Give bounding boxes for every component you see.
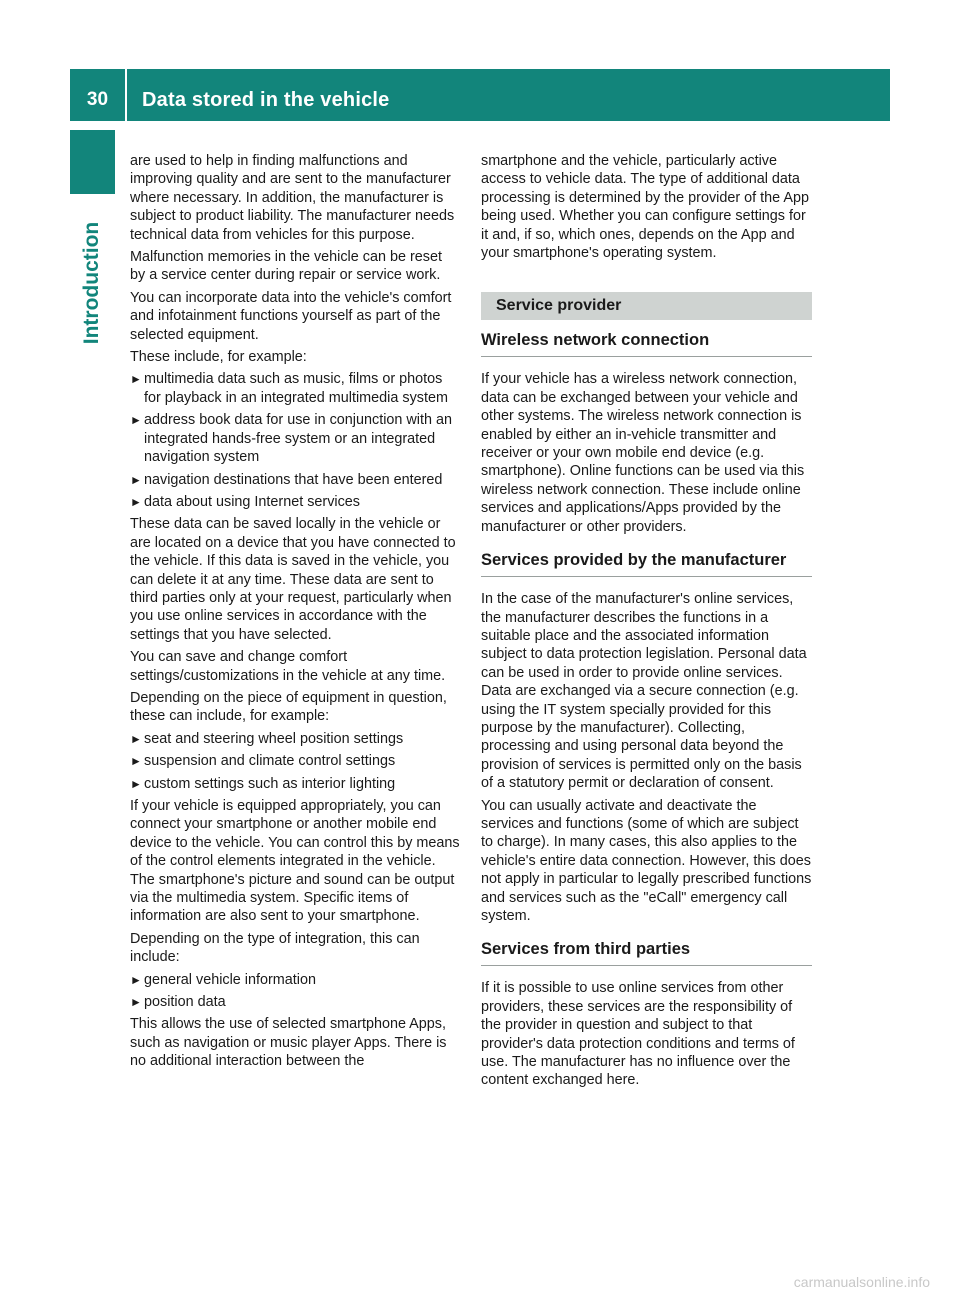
- bullet-list: [130, 370, 460, 511]
- bullet-list: [130, 730, 460, 793]
- subheading-third-party-services: Services from third parties: [481, 939, 812, 966]
- bullet-icon: ►: [130, 754, 142, 769]
- side-tab-label: Introduction: [80, 221, 104, 344]
- list-item: ► position data: [130, 994, 226, 1011]
- subheading-manufacturer-services: Services provided by the manufacturer: [481, 550, 812, 577]
- side-tab: [70, 205, 115, 360]
- watermark: carmanualsonline.info: [793, 1274, 930, 1290]
- right-column: [481, 152, 812, 1094]
- paragraph: In the case of the manufacturer's online services, the manufacturer describes the functions in a suitable place and the associated information subject to data protection legislation. Personal data can be used in order to provide online services. Data are exchanged via a secure connection (e.g. using the IT system specially provided for this purpose by the manufacturer). Collecting, processing and using personal data beyond the provision of services is permitted only on the basis of a statutory permit or declaration of consent.: [481, 591, 807, 792]
- page-header: [70, 69, 890, 121]
- list-item: ► suspension and climate control settings: [130, 753, 396, 770]
- bullet-icon: ►: [130, 731, 142, 746]
- list-item: ► general vehicle information: [130, 971, 316, 988]
- list-item: ► navigation destinations that have been entered: [130, 471, 443, 488]
- paragraph: You can save and change comfort settings/customizations in the vehicle at any time.: [130, 649, 446, 684]
- paragraph: You can incorporate data into the vehicle's comfort and infotainment functions yourself as part of the selected equipment.: [130, 289, 452, 343]
- bullet-icon: ►: [130, 494, 142, 509]
- bullet-list: [130, 971, 460, 1012]
- bullet-icon: ►: [130, 972, 142, 987]
- page-title: Data stored in the vehicle: [142, 89, 390, 111]
- paragraph: These include, for example:: [130, 349, 307, 366]
- bullet-icon: ►: [130, 776, 142, 791]
- page-number: 30: [86, 89, 109, 110]
- bullet-icon: ►: [130, 472, 142, 487]
- paragraph: If it is possible to use online services from other providers, these services are the responsibility of the provider in question and subject to that provider's data protection conditions and terms of use. The manufacturer has no influence over the content exchanged here.: [481, 980, 795, 1089]
- paragraph: If your vehicle is equipped appropriately, you can connect your smartphone or another mobile end device to the vehicle. You can control this by means of the control elements integrated in the vehicle. The smartphone's picture and sound can be output via the multimedia system. Specific items of information are also sent to your smartphone.: [130, 798, 460, 925]
- left-column: [130, 152, 460, 1075]
- section-heading-service-provider: Service provider: [481, 292, 812, 320]
- header-divider: [125, 69, 127, 121]
- paragraph: Depending on the piece of equipment in question, these can include, for example:: [130, 689, 447, 725]
- paragraph: You can usually activate and deactivate the services and functions (some of which are subject to charge). In many cases, this also applies to the vehicle's entire data connection. However, this does not apply in particular to legally prescribed functions and services such as the "eCall" emergency call system.: [481, 797, 812, 924]
- paragraph: If your vehicle has a wireless network connection, data can be exchanged between your vehicle and other systems. The wireless network connection is enabled by either an in-vehicle transmitter and receiver or your own mobile end device (e.g. smartphone). Online functions can be used via this wireless network connection. These include online services and applications/Apps provided by the manufacturer or other providers.: [481, 371, 805, 535]
- paragraph: smartphone and the vehicle, particularly active access to vehicle data. The type of additional data processing is determined by the provider of the App being used. Whether you can configure settings for it and, if so, which ones, depends on the App and your smartphone's operating system.: [481, 153, 809, 262]
- bullet-icon: ►: [130, 413, 142, 428]
- bullet-icon: ►: [130, 995, 142, 1010]
- list-item: ► custom settings such as interior lighting: [130, 775, 396, 792]
- paragraph: These data can be saved locally in the vehicle or are located on a device that you have connected to the vehicle. If this data is saved in the vehicle, you can delete it at any time. These data are sent to third parties only at your request, particularly when you use online services in accordance with the settings that you have selected.: [130, 516, 456, 643]
- list-item: ► data about using Internet services: [130, 493, 360, 510]
- bullet-icon: ►: [130, 372, 142, 387]
- side-tab-marker: [70, 130, 115, 194]
- subheading-wireless-network: Wireless network connection: [481, 330, 812, 357]
- list-item: ► seat and steering wheel position settings: [130, 730, 404, 747]
- paragraph: Depending on the type of integration, this can include:: [130, 930, 420, 966]
- list-item: ► multimedia data such as music, films or photos for playback in an integrated multimedia system: [130, 371, 448, 406]
- paragraph: are used to help in finding malfunctions and improving quality and are sent to the manufacturer where necessary. In addition, the manufacturer is subject to product liability. The manufacturer needs technical data from vehicles for this purpose.: [130, 153, 455, 243]
- paragraph: This allows the use of selected smartphone Apps, such as navigation or music player Apps. There is no additional interaction between the: [130, 1016, 447, 1070]
- list-item: ► address book data for use in conjunction with an integrated hands-free system or an integrated navigation system: [130, 412, 452, 466]
- paragraph: Malfunction memories in the vehicle can be reset by a service center during repair or service work.: [130, 249, 442, 284]
